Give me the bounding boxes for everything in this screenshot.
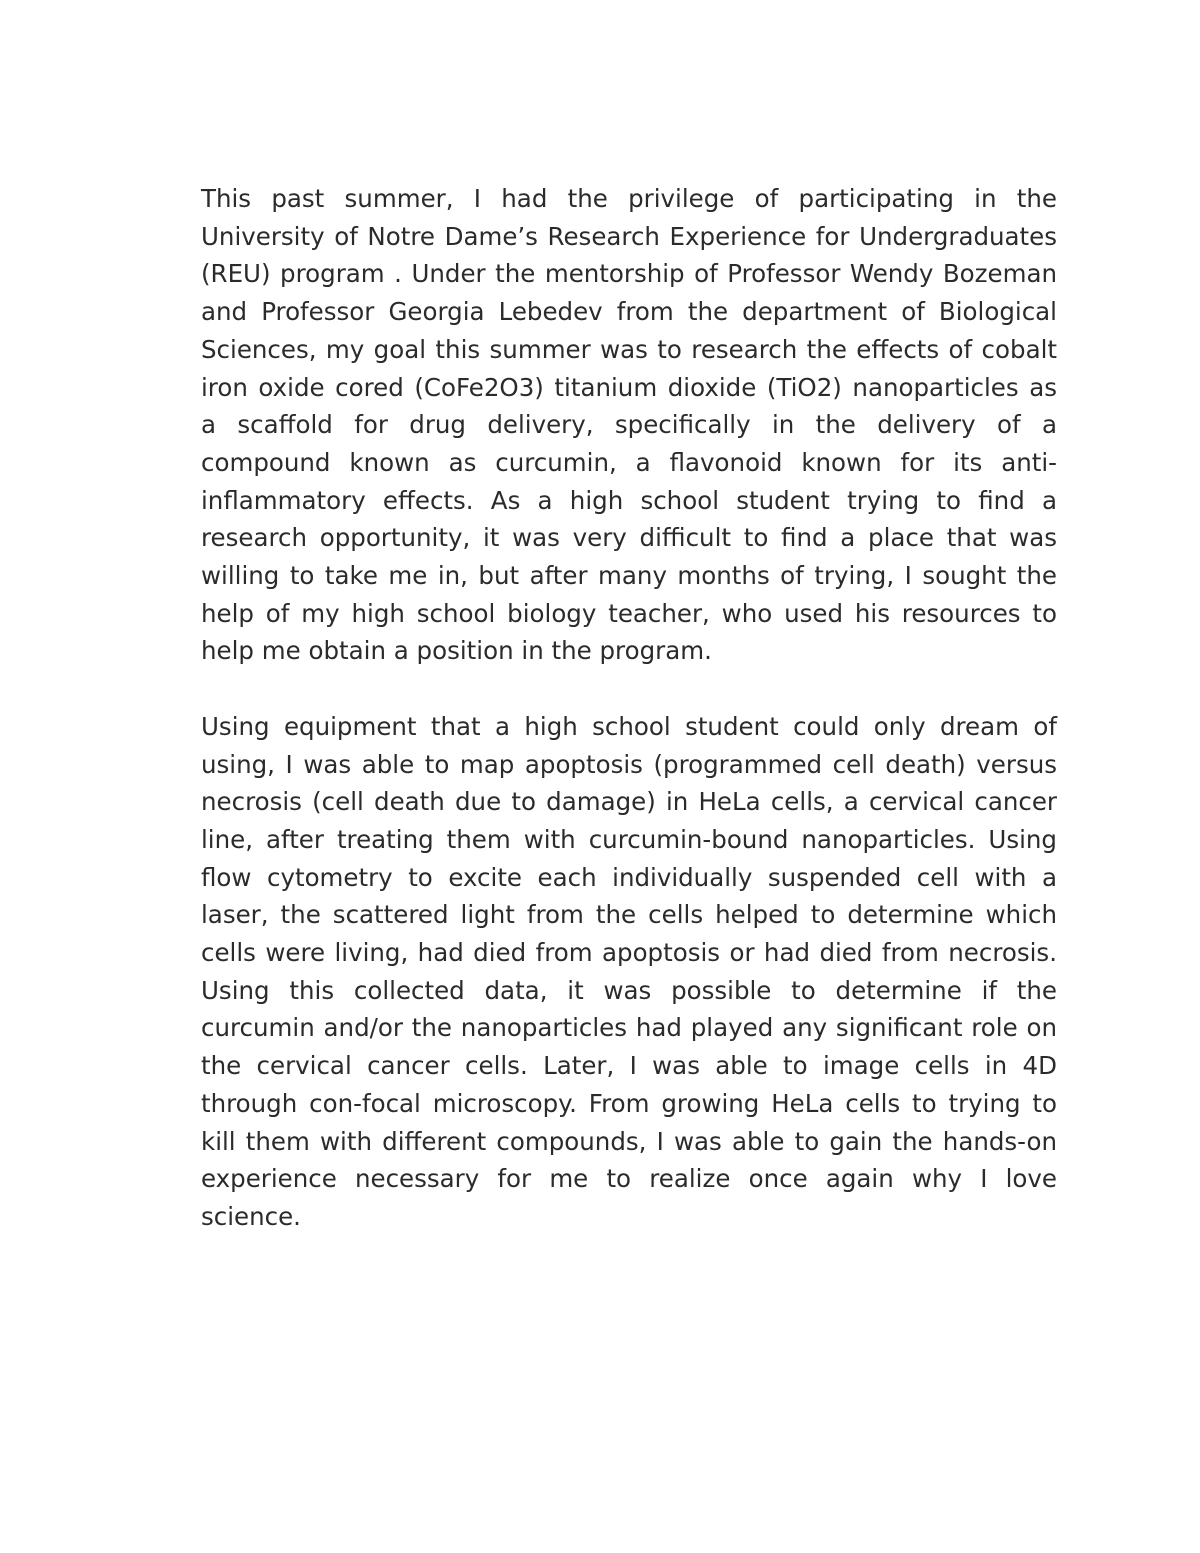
paragraph-reu-program: This past summer, I had the privilege of participating in the University of Notre Dame’s Research Experience for Undergraduates (REU) program . Under the mentorship of Professor Wendy Bozeman and Professor Georgia Lebedev from the department of Biological Sciences, my goal this summer was to research the effects of cobalt iron oxide cored (CoFe2O3) titanium dioxide (TiO2) nanoparticles as a scaffold for drug delivery, specifically in the delivery of a compound known as curcumin, a flavonoid known for its anti-inflammatory effects. As a high school student trying to find a research opportunity, it was very difficult to find a place that was willing to take me in, but after many months of trying, I sought the help of my high school biology teacher, who used his resources to help me obtain a position in the program. [201,184,1057,666]
paragraph-research-methods: Using equipment that a high school student could only dream of using, I was able to map apoptosis (programmed cell death) versus necrosis (cell death due to damage) in HeLa cells, a cervical cancer line, after treating them with curcumin-bound nanoparticles. Using flow cytometry to excite each individually suspended cell with a laser, the scattered light from the cells helped to determine which cells were living, had died from apoptosis or had died from necrosis. Using this collected data, it was possible to determine if the curcumin and/or the nanoparticles had played any significant role on the cervical cancer cells. Later, I was able to image cells in 4D through con-focal microscopy. From growing HeLa cells to trying to kill them with different compounds, I was able to gain the hands-on experience necessary for me to realize once again why I love science. [201,711,1057,1231]
essay-body [201,180,1057,1236]
